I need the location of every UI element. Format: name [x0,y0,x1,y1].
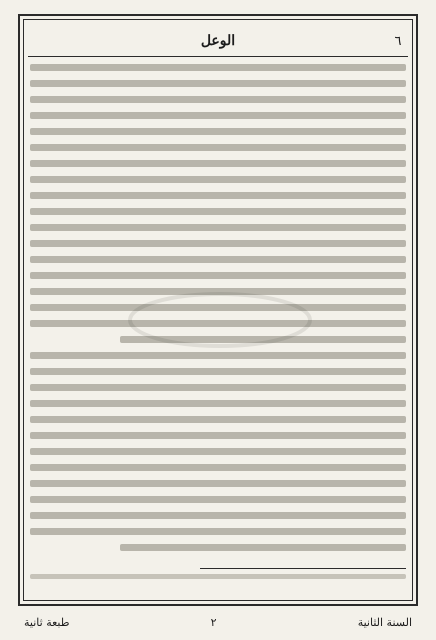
body-text-line [30,208,406,215]
footnote [30,574,406,586]
running-header [24,28,412,54]
bottom-bar [24,612,412,632]
footnote-rule [200,568,406,569]
body-text-line [30,448,406,455]
body-text-line [30,528,406,535]
page-title: الوعل [200,33,236,49]
body-text-line [30,112,406,119]
body-text-line [120,544,406,551]
volume-label: السنة الثانية [357,615,412,629]
body-text-line [30,240,406,247]
edition-label: طبعة ثانية [24,615,70,629]
body-text-line [30,480,406,487]
body-text-line [30,352,406,359]
body-text-line [30,192,406,199]
body-text-line [30,384,406,391]
issue-number: ٢ [210,615,217,629]
body-text-line [30,272,406,279]
body-text-line [30,256,406,263]
body-text-line [30,464,406,471]
page-number: ٦ [394,33,402,49]
header-rule [28,56,408,57]
body-text-line [30,368,406,375]
watermark-logo [120,290,320,350]
body-text-line [30,64,406,71]
body-text-line [30,96,406,103]
body-text-line [30,144,406,151]
body-text-line [30,400,406,407]
body-text-line [30,160,406,167]
body-text-line [30,224,406,231]
body-text-line [30,432,406,439]
body-text-line [30,80,406,87]
body-text-line [30,416,406,423]
body-text-line [30,128,406,135]
body-text-line [30,176,406,183]
body-text-line [30,496,406,503]
body-text-line [30,512,406,519]
